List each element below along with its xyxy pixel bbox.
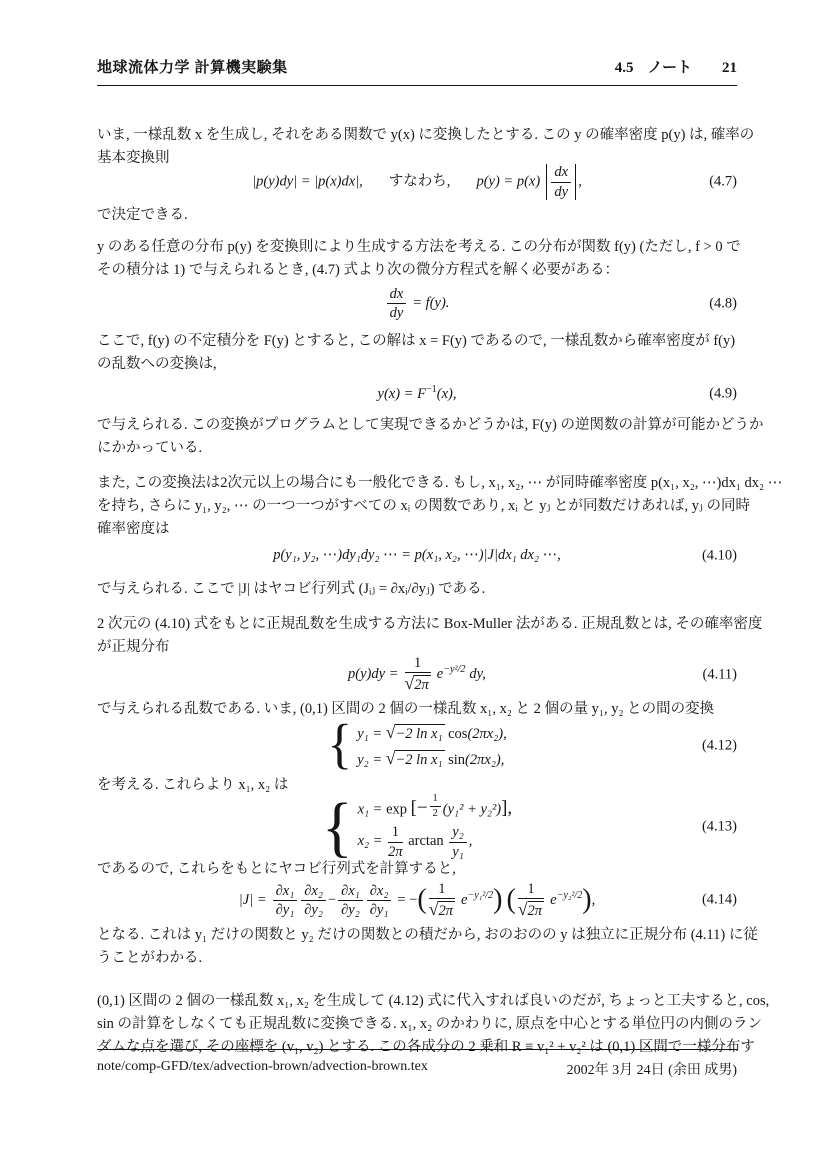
square-root [517,899,544,920]
fraction [427,881,457,920]
fraction-denominator: ∂y₂ [341,901,360,918]
case-line [357,721,507,744]
paragraph [97,578,737,601]
fraction-numerator: 1 [518,881,544,899]
math-fragment: (2πx₂), [467,726,507,743]
equation-4-8 [97,286,737,321]
cases-group [327,714,507,775]
right-bracket: ], [501,797,513,819]
left-brace: { [321,788,353,864]
header-title: 地球流体力学 計算機実験集 [97,59,288,76]
paragraph [97,204,737,227]
fraction-numerator: 1 [405,655,431,673]
radicand: −2 ln x₁ [395,752,443,769]
paragraph [97,613,763,659]
math-fragment: p(y) = p(x) [476,173,541,190]
radical-sign: √ [428,899,439,920]
text-line: ダムな点を選び, その座標を (v₁, v₂) とする. この各成分の 2 乗和 R ≡ v₁² + v₂² は (0,1) 区間で一様分布す [97,1038,755,1055]
case-lines [358,793,513,860]
minus-sign: − [327,891,337,908]
equation-number: (4.14) [701,891,737,908]
fraction-denominator: dy [389,305,404,322]
fraction [365,883,394,918]
equation-4-7 [97,164,737,200]
paragraph [97,330,737,376]
equation-4-11 [97,655,737,694]
math-fragment: e [550,891,557,908]
square-root [404,673,431,694]
square-root [385,722,445,743]
fraction-denominator: 2 [432,807,438,819]
text-line: ここで, f(y) の不定積分を F(y) とすると, この解は x = F(y) であるので, 一様乱数から確率密度が f(y) [97,333,736,350]
fraction-numerator: 1 [430,793,441,807]
left-bracket: [− [410,797,428,819]
fraction-denominator: ∂y₂ [304,901,323,918]
fraction [428,793,443,820]
fraction [386,824,405,859]
right-paren: ) [493,884,503,916]
cases-group [321,788,513,864]
radical-sign: √ [404,673,415,694]
math-expression [273,546,561,565]
fraction-denominator [429,899,455,920]
text-line: y のある任意の分布 p(y) を変換則により生成する方法を考える. この分布が関数 f(y) (ただし, f > 0 で [97,239,741,255]
radical-sign: √ [517,899,528,920]
text-line: で与えられる乱数である. いま, (0,1) 区間の 2 個の一様乱数 x₁, x₂ と 2 個の量 y₁, y₂ との間の変換 [97,701,715,718]
text-line: の乱数への変換は, [97,356,217,373]
equation-number: (4.12) [701,737,737,754]
fraction [447,824,468,859]
header-right [615,56,737,77]
text-line: で与えられる. この変換がプログラムとして実現できるかどうかは, F(y) の逆関数の計算が可能かどうか [97,417,764,434]
math-word: すなわち, [388,173,451,190]
square-root [428,899,455,920]
paragraph [97,414,764,460]
right-paren: ) [582,884,592,916]
radicand: 2π [527,903,543,920]
math-fragment: x₁ = [357,801,383,818]
fraction-numerator: dx [387,286,407,304]
math-expression [321,788,513,864]
equation-number: (4.8) [709,295,737,312]
radicand: 2π [414,677,429,694]
fraction [385,286,409,321]
math-expression [239,881,595,920]
fraction-denominator: 2π [388,843,403,860]
exponential-group [550,889,583,908]
math-fragment: |p(y)dy| = |p(x)dx|, [252,173,363,190]
text-line: いま, 一様乱数 x を生成し, それをある関数で y(x) に変換したとする. この y の確率密度 p(y) は, 確率の [97,127,755,143]
page-footer [97,1049,737,1079]
left-brace: { [327,714,353,775]
fraction-numerator: ∂x₂ [367,883,392,901]
math-fragment: y(x) = F [377,386,426,403]
case-line [358,793,513,821]
header-section-number: 4.5 [614,60,634,76]
fraction [403,655,433,694]
fraction-denominator [518,899,544,920]
fraction-denominator: ∂y₁ [275,901,295,918]
fraction-denominator [405,673,431,694]
math-fragment: e [436,666,444,683]
radical-sign: √ [385,722,396,743]
fraction-numerator: ∂x₁ [273,883,298,901]
text-line: sin の計算をしなくても正規乱数に変換できる. x₁, x₂ のかわりに, 原点を中心とする単位円の内側のラン [97,1015,763,1032]
function-name: cos [448,726,468,743]
fraction [336,883,365,918]
superscript: −y₂²/2 [556,889,583,901]
left-paren: ( [506,884,516,916]
text-line: であるので, これらをもとにヤコビ行列式を計算すると, [97,860,456,877]
math-fragment: = f(y). [412,295,450,312]
equation-number: (4.10) [701,547,737,564]
fraction-numerator: dx [551,164,571,182]
square-root [385,748,445,769]
text-line: となる. これは y₁ だけの関数と y₂ だけの関数との積だから, おのおのの y は独立に正規分布 (4.11) に従 [97,926,758,943]
fraction-denominator: ∂y₁ [369,901,389,918]
equation-4-12 [97,714,737,775]
math-expression [252,164,582,200]
equation-4-14 [97,881,737,920]
math-expression [327,714,507,775]
paragraph [97,472,783,541]
header-page-number: 21 [722,60,737,76]
text-line: を持ち, さらに y₁, y₂, ⋯ の一つ一つがすべての xᵢ の関数であり, xᵢ と yⱼ とが同数だけあれば, yⱼ の同時 [97,498,750,515]
paragraph [97,698,737,721]
text-line: (0,1) 区間の 2 個の一様乱数 x₁, x₂ を生成して (4.12) 式に代入すれば良いのだが, ちょっと工夫すると, cos, [97,992,770,1009]
text-line: で決定できる. [97,207,188,223]
equation-4-10 [97,546,737,565]
function-name: sin [448,752,466,769]
math-expression [378,383,457,404]
equation-4-9 [97,383,737,404]
text-line: で与えられる. ここで |J| はヤコビ行列式 (Jᵢⱼ = ∂xᵢ/∂yⱼ) である. [97,581,486,598]
case-line [357,747,504,770]
equation-number: (4.7) [709,173,737,190]
case-line [358,824,473,859]
function-name: exp [386,801,408,818]
math-fragment: = − [397,891,418,908]
fraction-numerator: 1 [429,881,455,899]
equation-number: (4.9) [709,385,737,402]
equation-number: (4.13) [701,818,737,835]
math-fragment: , [468,833,473,850]
math-fragment: dy, [469,666,486,683]
exponential-group [460,889,494,908]
fraction-denominator: dy [554,183,569,200]
radicand: −2 ln x₁ [395,726,443,743]
math-fragment: e [460,891,468,908]
text-line: を考える. これらより x₁, x₂ は [97,777,289,794]
paragraph [97,924,758,970]
text-line: 基本変換則 [97,150,170,166]
math-fragment: , [578,173,582,190]
equation-4-13 [97,788,737,864]
fraction-numerator: ∂x₂ [301,883,326,901]
fraction-numerator: 1 [388,824,403,842]
math-fragment: p(y₁, y₂, ⋯)dy₁dy₂ ⋯ = p(x₁, x₂, ⋯)|J|dx₁ dx₂ ⋯, [273,547,561,564]
radicand: 2π [438,903,453,920]
paragraph [97,236,741,282]
text-line: にかかっている. [97,440,203,457]
text-line: うことがわかる. [97,949,203,966]
vertical-bar [575,164,576,200]
math-fragment: (2πx₂), [465,752,505,769]
footer-date: 2002年 3月 24日 (余田 成男) [566,1063,737,1078]
math-fragment: (y₁² + y₂²) [442,801,502,818]
math-fragment: |J| = [238,891,267,908]
text-line: その積分は 1) で与えられるとき, (4.7) 式より次の微分方程式を解く必要がある： [97,262,619,278]
exponential-group [437,666,466,682]
text-line: 2 次元の (4.10) 式をもとに正規乱数を生成する方法に Box-Muller 法がある. 正規乱数とは, その確率密度 [97,616,763,633]
text-line: また, この変換法は2次元以上の場合にも一般化できる. もし, x₁, x₂, ⋯ が同時確率密度 p(x₁, x₂, ⋯)dx₁ dx₂ ⋯ [97,475,783,492]
case-lines [357,721,507,770]
math-fragment: (x), [436,386,457,403]
fraction-numerator: y₂ [449,824,466,842]
fraction [299,883,328,918]
fraction-denominator: y₁ [452,843,464,860]
math-expression [385,286,450,321]
superscript: −1 [425,384,437,396]
header-section-title: ノート [647,59,692,76]
fraction [516,881,546,920]
superscript: −y₁²/2 [467,889,494,901]
text-line: 確率密度は [97,521,170,538]
fraction [549,164,573,199]
math-fragment: y₁ = [357,726,383,743]
vertical-bar [546,164,547,200]
paragraph [97,858,737,881]
superscript: −y²/2 [443,664,466,676]
page-content [97,56,783,1059]
math-fragment: x₂ = [357,833,383,850]
equation-number: (4.11) [702,666,737,683]
math-expression [348,655,486,694]
page-header [97,56,737,86]
radical-sign: √ [385,748,396,769]
math-fragment: p(y)dy = [348,666,399,683]
fraction-numerator: ∂x₁ [338,883,363,901]
math-fragment: y₂ = [357,752,383,769]
footer-file-path: note/comp-GFD/tex/advection-brown/advection-brown.tex [97,1059,428,1074]
text-line: が正規分布 [97,639,170,656]
math-fragment: , [591,891,596,908]
left-paren: ( [417,884,427,916]
fraction [271,883,300,918]
function-name: arctan [408,833,444,850]
